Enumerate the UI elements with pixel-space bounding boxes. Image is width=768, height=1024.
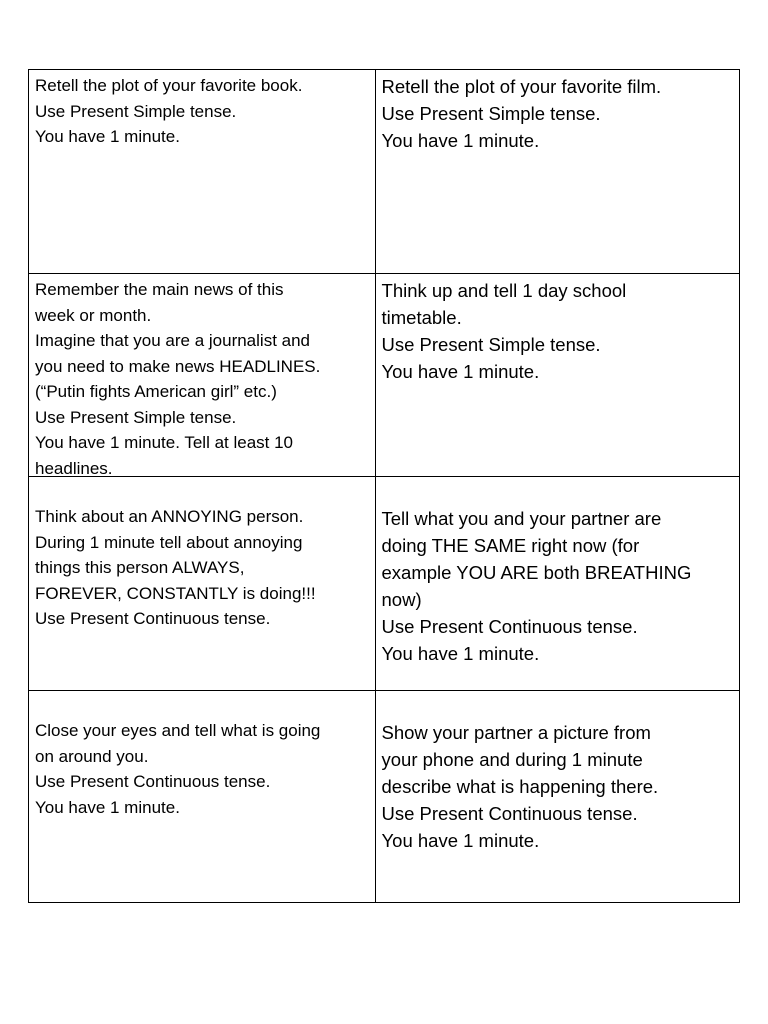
- task-card-eyes-closed: [29, 691, 376, 903]
- card-text-line: You have 1 minute.: [35, 797, 180, 817]
- card-text-line: Use Present Simple tense.: [381, 334, 601, 355]
- task-card-partner-same: [376, 477, 739, 690]
- card-text-line: week or month.: [35, 305, 152, 325]
- task-card-news: [29, 274, 376, 476]
- task-card-table: [28, 69, 740, 903]
- card-text-line: Think up and tell 1 day school: [381, 280, 627, 301]
- task-card-timetable: [376, 274, 739, 476]
- card-text-line: Use Present Continuous tense.: [35, 772, 271, 791]
- card-text-line: Think about an ANNOYING person.: [35, 507, 304, 526]
- table-row: [29, 690, 739, 903]
- card-text-line: You have 1 minute.: [381, 830, 540, 851]
- card-text-line: doing THE SAME right now (for: [381, 535, 640, 556]
- card-text-line: example YOU ARE both BREATHING: [381, 562, 692, 583]
- card-text-line: (“Putin fights American girl” etc.): [35, 382, 277, 401]
- table-row: [29, 476, 739, 690]
- card-text-line: You have 1 minute. Tell at least 10: [35, 433, 294, 452]
- card-text-line: your phone and during 1 minute: [381, 749, 643, 770]
- card-text-line: Tell what you and your partner are: [381, 508, 662, 529]
- card-text-line: describe what is happening there.: [381, 776, 659, 797]
- card-text-line: Retell the plot of your favorite book.: [35, 76, 303, 95]
- card-text-line: Use Present Continuous tense.: [381, 616, 638, 637]
- task-card-film: [376, 70, 739, 273]
- card-text-line: You have 1 minute.: [35, 127, 180, 146]
- card-text-line: on around you.: [35, 746, 149, 766]
- task-card-book: [29, 70, 376, 273]
- card-text-line: FOREVER, CONSTANTLY is doing!!!: [35, 583, 316, 603]
- card-text-line: you need to make news HEADLINES.: [35, 356, 321, 376]
- card-text-line: You have 1 minute.: [381, 643, 540, 664]
- card-text-line: Use Present Simple tense.: [35, 101, 237, 121]
- card-text-line: Remember the main news of this: [35, 280, 284, 299]
- table-row: [29, 273, 739, 476]
- table-row: [29, 70, 739, 273]
- card-text-line: now): [381, 589, 422, 610]
- card-text-line: things this person ALWAYS,: [35, 558, 245, 577]
- card-text-line: Show your partner a picture from: [381, 722, 651, 743]
- card-text-line: Use Present Continuous tense.: [381, 803, 638, 824]
- card-text-line: You have 1 minute.: [381, 361, 540, 382]
- card-text-line: Use Present Simple tense.: [381, 103, 601, 124]
- task-card-annoying-person: [29, 477, 376, 690]
- card-text-line: You have 1 minute.: [381, 130, 540, 151]
- card-text-line: Use Present Simple tense.: [35, 407, 237, 427]
- card-text-line: During 1 minute tell about annoying: [35, 532, 303, 552]
- card-text-line: Use Present Continuous tense.: [35, 609, 271, 628]
- task-card-phone-picture: [376, 691, 739, 903]
- card-text-line: Imagine that you are a journalist and: [35, 331, 311, 350]
- card-text-line: timetable.: [381, 307, 462, 328]
- card-text-line: Retell the plot of your favorite film.: [381, 76, 662, 97]
- card-text-line: headlines.: [35, 458, 113, 476]
- card-text-line: Close your eyes and tell what is going: [35, 721, 321, 740]
